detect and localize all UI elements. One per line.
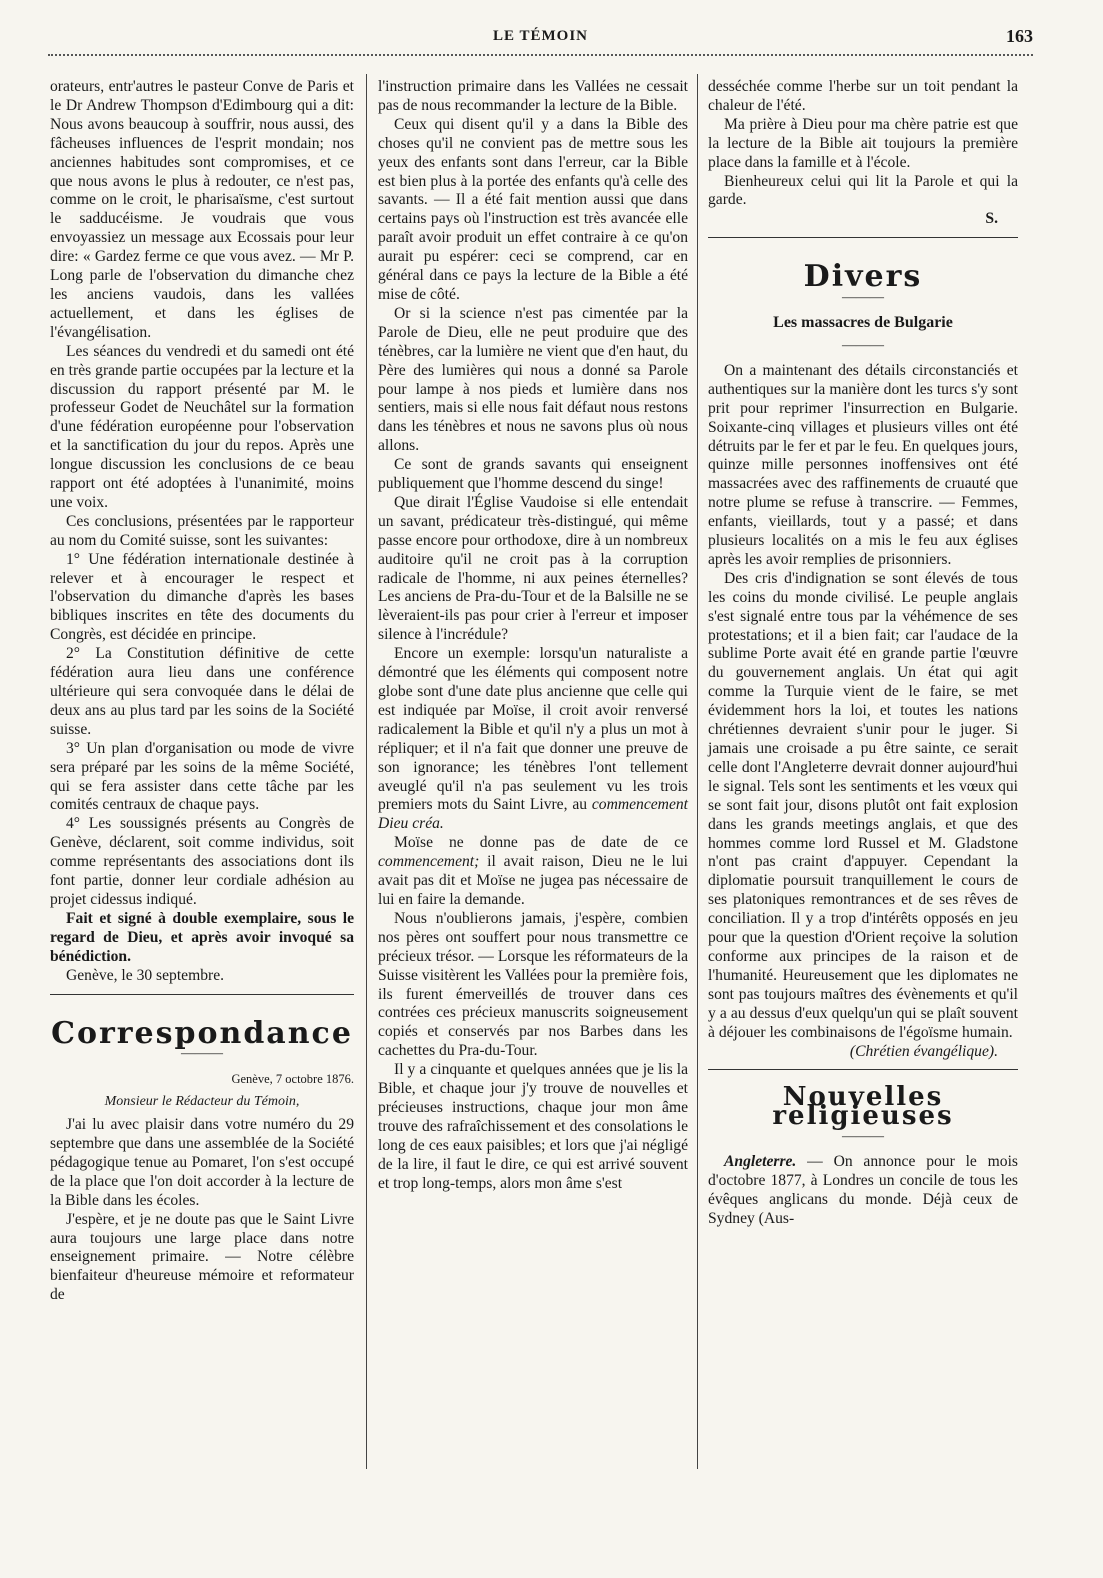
- paragraph: [378, 834, 688, 910]
- dash-ornament: ———: [842, 290, 884, 306]
- paragraph: orateurs, entr'autres le pasteur Conve de Paris et le Dr Andrew Thompson d'Edimbourg qui a dit: Nous avons beaucoup à souffrir, nous aussi, des fâcheuses influences de l'esprit mondain; nos anciennes habitudes sont compromises, et ce que nous avons le plus à redouter, ce n'est pas, comme on le croit, le pharisaïsme, c'est surtout le sadducéisme. Je voudrais que vous envoyassiez un message aux Ecossais pour leur dire: « Gardez ferme ce que vous avez. — Mr P. Long parle de l'observation du dimanche chez les anciens vaudois, dans les vallées actuellement, et dans les églises de l'évangélisation.: [50, 78, 354, 341]
- paragraph: Nous n'oublierons jamais, j'espère, combien nos pères ont souffert pour nous transmettre ce précieux trésor. — Lorsque les réformateurs de la Suisse visitèrent les Vallées pour la première fois, ils furent émerveillés de trouver dans ces contrées ces précieux manuscrits soigneusement copiés et conservés par nos Barbes dans les cachettes du Pra-du-Tour.: [378, 909, 688, 1060]
- signature: S.: [985, 210, 998, 228]
- paragraph: On a maintenant des détails circonstanciés et authentiques sur la manière dont les turcs s'y sont prit pour reprimer l'insurrection en Bulgarie. Soixante-cinq villages et plusieurs villes ont été détruits par le fer et par le feu. En quelques jours, quinze mille personnes inoffensives ont été massacrées avec des raffinements de cruauté que notre plume se refuse à transcrire. — Femmes, enfants, vieillards, tout y a passé; et dans plusieurs localités on a mis le feu aux églises après les avoir remplies de prisonniers.: [708, 361, 1018, 568]
- paragraph: Des cris d'indignation se sont élevés de tous les coins du monde civilisé. Le peuple anglais s'est signalé entre tous par la véhémence de ses protestations; et il a bien fait; car l'audace de la sublime Porte avait été en grande partie l'œuvre du gouvernement anglais. Un état qui agit comme la Turquie vient de le faire, se met évidemment hors la loi, et toutes les nations chrétiennes devraient s'unir pour le juger. Si jamais une croisade a pu être sainte, ce serait celle dont l'Angleterre devrait donner aujourd'hui le signal. Tels sont les sentiments et les vœux qui se sont fait jour, disons plutôt ont fait explosion dans les grands meetings anglais, et que des hommes comme lord Russel et M. Gladstone n'ont pas craint d'appuyer. Cependant la diplomatie poursuit tranquillement le cours de ses platoniques remontrances et de ses rêves de conciliation. Il y a trop d'intérêts opposés en jeu pour que la question d'Orient reçoive la solution conforme aux principes de la raison et de l'humanité. Heureusement que les diplomates ne sont pas toujours maîtres des évènements et qu'il y a au dessus d'eux quelqu'un qui se plaît souvent à déjouer les combinaisons de l'égoïsme humain.: [708, 569, 1018, 1041]
- paragraph: Ce sont de grands savants qui enseignent publiquement que l'homme descend du singe!: [378, 456, 688, 493]
- paragraph: Bienheureux celui qui lit la Parole et qui la garde.: [708, 172, 1018, 209]
- paragraph: 4° Les soussignés présents au Congrès de Genève, déclarent, soit comme individus, soit comme représentants des associations dont ils font partie, donner leur cordiale adhésion au projet cidessus indiqué.: [50, 815, 354, 908]
- paragraph: l'instruction primaire dans les Vallées ne cessait pas de nous recommander la lecture de la Bible.: [378, 78, 688, 114]
- paragraph: J'espère, et je ne doute pas que le Saint Livre aura toujours une large place dans notre enseignement primaire. — Notre célèbre bienfaiteur d'heureuse mémoire et reformateur de: [50, 1210, 354, 1304]
- dash-ornament: ———: [181, 1046, 223, 1062]
- paragraph: 1° Une fédération internationale destinée à relever et à encourager le respect et l'observation du dimanche d'après les bases bibliques inscrites en tête des documents du Congrès, est décidée en principe.: [50, 550, 354, 644]
- paragraph: Il y a cinquante et quelques années que je lis la Bible, et chaque jour j'y trouve de nouvelles et précieuses instructions, chaque jour mon âme trouve des rafraîchissement et des consolations le long de ces eaux paisibles; et lors que j'ai négligé de la lire, il faut le dire, ce qui est arrivé souvent et trop long-temps, alors mon âme s'est: [378, 1061, 688, 1192]
- paragraph: Fait et signé à double exemplaire, sous le regard de Dieu, et après avoir invoqué sa bénédiction.: [50, 909, 354, 965]
- section-heading-correspondance: Correspondance: [51, 1015, 353, 1051]
- paragraph: Ceux qui disent qu'il y a dans la Bible des choses qu'il ne convient pas de mettre sous les yeux des enfants sont dans l'erreur, car la Bible est bien plus à la portée des enfants qu'à celle des savants. — Il a été fait mention aussi que dans certains pays où l'instruction est très avancée elle paraît avoir produit un effet contraire à ce qu'on aurait pu espérer: ceci se comprend, car en général dans ce pays la lecture de la Bible a été mise de côté.: [378, 115, 688, 303]
- dateline: Genève, le 30 septembre.: [66, 966, 225, 984]
- paragraph-text: Moïse ne donne pas de date de ce: [394, 834, 688, 852]
- section-heading-nouvelles: Nouvelles religieuses: [772, 1082, 954, 1132]
- column-2: [378, 78, 688, 1193]
- paragraph: Ces conclusions, présentées par le rapporteur au nom du Comité suisse, sont les suivantes:: [50, 512, 354, 549]
- column-divider: [697, 74, 698, 1469]
- paragraph: [378, 645, 688, 834]
- paragraph: Ma prière à Dieu pour ma chère patrie est que la lecture de la Bible ait toujours la première place dans la famille et à l'école.: [708, 115, 1018, 171]
- country-label: Angleterre.: [724, 1153, 797, 1171]
- paragraph: Or si la science n'est pas cimentée par la Parole de Dieu, elle ne peut produire que des ténèbres, car la lumière ne vient que d'en haut, du Père des lumières qui nous a donné sa Parole pour lampe à nos pieds et lumière dans nos sentiers, mais si elle nous fait défaut nous restons dans les ténèbres et nous ne savons plus où nous allons.: [378, 304, 688, 455]
- section-rule: [708, 237, 1018, 238]
- source-attribution: (Chrétien évangélique).: [849, 1042, 998, 1060]
- column-1: [50, 78, 354, 1305]
- paragraph: 2° La Constitution définitive de cette fédération aura lieu dans une conférence ultérieure qui sera convoquée dans le délai de deux ans au plus tard par les soins de la Société suisse.: [50, 645, 354, 738]
- paragraph: 3° Un plan d'organisation ou mode de vivre sera préparé par les soins de la même Société, qui se fera assister dans cette tâche par les comités centraux de chaque pays.: [50, 739, 354, 814]
- letter-salutation: Monsieur le Rédacteur du Témoin,: [104, 1094, 300, 1110]
- dash-ornament: ———: [842, 337, 884, 353]
- italic-quote: commencement Dieu créa.: [378, 796, 688, 833]
- column-3: [708, 78, 1018, 1229]
- page-number: 163: [1006, 26, 1033, 46]
- italic-quote: commencement;: [378, 853, 480, 871]
- section-rule: [708, 1069, 1018, 1070]
- paragraph-text: Encore un exemple: lorsqu'un naturaliste a démontré que les éléments qui composent notre globe sont d'une date plus ancienne que celle qui est indiquée par Moïse, il croit avoir renversé radicalement la Bible et qu'il n'y a plus un mot à répliquer; et il n'a fait que donner une preuve de son ignorance; les ténèbres l'ont tellement aveuglé qu'il n'a pas seulement vu les trois premiers mots du Saint Livre, au: [378, 645, 688, 814]
- masthead: [48, 26, 1033, 52]
- header-rule: [48, 54, 1033, 56]
- section-rule: [50, 994, 354, 995]
- article-heading: Les massacres de Bulgarie: [773, 314, 953, 332]
- dash-ornament: ———: [842, 1129, 884, 1145]
- column-divider: [366, 74, 367, 1469]
- letter-date: Genève, 7 octobre 1876.: [231, 1072, 354, 1087]
- paragraph: J'ai lu avec plaisir dans votre numéro du 29 septembre que dans une assemblée de la Société pédagogique tenue au Pomaret, l'on s'est occupé de la place que l'on doit accorder à la lecture de la Bible dans les écoles.: [50, 1116, 354, 1209]
- paragraph: desséchée comme l'herbe sur un toit pendant la chaleur de l'été.: [708, 78, 1018, 114]
- paragraph: Les séances du vendredi et du samedi ont été en très grande partie occupées par la lecture et la discussion du rapport présenté par M. le professeur Godet de Neuchâtel sur la formation d'une fédération européenne pour l'observation et la sanctification du jour du repos. Après une longue discussion les conclusions de ce beau rapport ont été adoptées à l'unanimité, moins une voix.: [50, 342, 354, 511]
- paragraph: [708, 1153, 1018, 1229]
- newspaper-title: LE TÉMOIN: [493, 28, 588, 44]
- section-heading-divers: Divers: [803, 259, 923, 295]
- paragraph: Que dirait l'Église Vaudoise si elle entendait un savant, prédicateur très-distingué, qui même passe encore pour orthodoxe, dire à un nombreux auditoire qu'il ne croit pas à la corruption radicale de l'homme, ni aux peines éternelles? Les anciens de Pra-du-Tour et de la Balsille ne se lèveraient-ils pas pour crier à l'erreur et imposer silence à l'incrédule?: [378, 493, 688, 644]
- paragraph-text: — On annonce pour le mois d'octobre 1877, à Londres un concile de tous les évêques anglicans du monde. Déjà ceux de Sydney (Aus-: [708, 1153, 1018, 1227]
- paragraph-text: il avait raison, Dieu ne le lui avait pas dit et Moïse ne jugea pas nécessaire de lui en faire la demande.: [378, 853, 688, 908]
